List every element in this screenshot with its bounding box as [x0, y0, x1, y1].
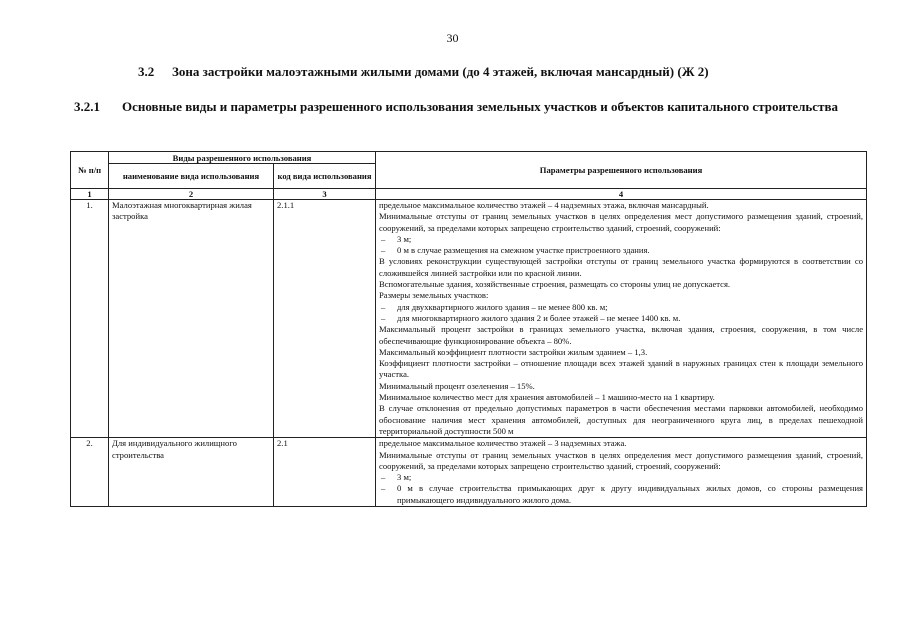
- parameter-list-item: [379, 302, 863, 313]
- parameter-paragraph: Вспомогательные здания, хозяйственные строения, размещать со стороны улиц не допускается.: [379, 279, 731, 290]
- parameter-paragraph: предельное максимальное количество этажей – 3 надземных этажа.: [379, 438, 627, 449]
- section-heading: [138, 64, 858, 80]
- list-dash-icon: –: [381, 233, 386, 244]
- parameter-paragraph: Максимальный коэффициент плотности застройки жилым зданием – 1,3.: [379, 346, 648, 357]
- parameter-list-item: [379, 472, 863, 483]
- list-dash-icon: –: [381, 312, 386, 323]
- column-number: 1: [71, 189, 109, 200]
- parameter-list-item: [379, 245, 863, 256]
- row-number: 2.: [71, 438, 109, 507]
- parameter-paragraph: Минимальные отступы от границ земельных участков в целях определения мест допустимого размещения зданий, строений, сооружений, за пределами которых запрещено строительство зданий, строений, сооружений:: [379, 449, 864, 471]
- use-type-name: Для индивидуального жилищного строительства: [109, 438, 274, 507]
- header-number: № п/п: [71, 152, 109, 189]
- parameter-list-text: 3 м;: [397, 472, 412, 483]
- use-type-name: Малоэтажная многоквартирная жилая застройка: [109, 200, 274, 438]
- parameter-paragraph: Минимальное количество мест для хранения автомобилей – 1 машино-место на 1 квартиру.: [379, 392, 715, 403]
- parameter-list-item: [379, 483, 863, 506]
- table-row: [71, 438, 867, 507]
- parameter-paragraph: Минимальный процент озеленения – 15%.: [379, 380, 535, 391]
- use-type-code: 2.1: [274, 438, 376, 507]
- section-number: 3.2: [138, 64, 155, 79]
- header-use-name: наименование вида использования: [109, 164, 274, 189]
- parameter-paragraph: В условиях реконструкции существующей застройки отступы от границ земельного участка формируются в соответствии со сложившейся линией застройки или по красной линии.: [379, 256, 864, 278]
- list-dash-icon: –: [381, 483, 386, 494]
- parameter-list-text: 0 м в случае строительства примыкающих друг к другу индивидуальных жилых домов, со стороны размещения примыкающего индивидуального жилого дома.: [397, 483, 864, 505]
- parameter-paragraph: предельное максимальное количество этажей – 4 надземных этажа, включая мансардный.: [379, 200, 709, 210]
- parameter-paragraph: Максимальный процент застройки в границах земельного участка, включая здания, строения, сооружения, в том числе обеспечивающие функционирование объекта – 80%.: [379, 324, 864, 346]
- parameter-paragraph: Минимальные отступы от границ земельных участков в целях определения мест допустимого размещения зданий, строений, сооружений, за пределами которых запрещено строительство зданий, строений, сооружений:: [379, 211, 864, 233]
- subsection-title: Основные виды и параметры разрешенного использования земельных участков и объектов капитального строительства: [122, 99, 838, 114]
- parameter-paragraph: Размеры земельных участков:: [379, 290, 489, 301]
- list-dash-icon: –: [381, 301, 386, 312]
- parameter-paragraph: Коэффициент плотности застройки – отношение площади всех этажей зданий в наружных границах стен к площади земельного участка.: [379, 358, 864, 380]
- column-number: 3: [274, 189, 376, 200]
- land-use-parameters-table: [70, 151, 867, 507]
- parameter-list-item: [379, 234, 863, 245]
- column-number: 4: [376, 189, 867, 200]
- header-parameters: Параметры разрешенного использования: [376, 152, 867, 189]
- parameter-paragraph: В случае отклонения от предельно допустимых параметров в части обеспечения местами парковки автомобилей, необходимо обоснование наличия мест хранения автомобилей, доступных для неограниченного круга лиц, в пределах пешеходной территориальной доступности 500 м: [379, 403, 864, 436]
- header-use-code: код вида использования: [274, 164, 376, 189]
- list-dash-icon: –: [381, 472, 386, 483]
- subsection-number: 3.2.1: [74, 99, 100, 114]
- page-number: 30: [446, 31, 459, 45]
- table-row: [71, 200, 867, 438]
- parameter-list-text: 3 м;: [397, 233, 412, 244]
- parameter-list-text: для двухквартирного жилого здания – не менее 800 кв. м;: [397, 301, 608, 312]
- parameter-list-text: для многоквартирного жилого здания 2 и более этажей – не менее 1400 кв. м.: [397, 312, 681, 323]
- section-title: Зона застройки малоэтажными жилыми домами (до 4 этажей, включая мансардный) (Ж 2): [172, 64, 709, 79]
- use-parameters: [376, 200, 867, 438]
- parameter-list-item: [379, 313, 863, 324]
- subsection-heading: [74, 98, 874, 115]
- list-dash-icon: –: [381, 245, 386, 256]
- column-number: 2: [109, 189, 274, 200]
- use-parameters: [376, 438, 867, 507]
- row-number: 1.: [71, 200, 109, 438]
- parameter-list-text: 0 м в случае размещения на смежном участке пристроенного здания.: [397, 245, 650, 256]
- header-use-types: Виды разрешенного использования: [109, 152, 376, 164]
- use-type-code: 2.1.1: [274, 200, 376, 438]
